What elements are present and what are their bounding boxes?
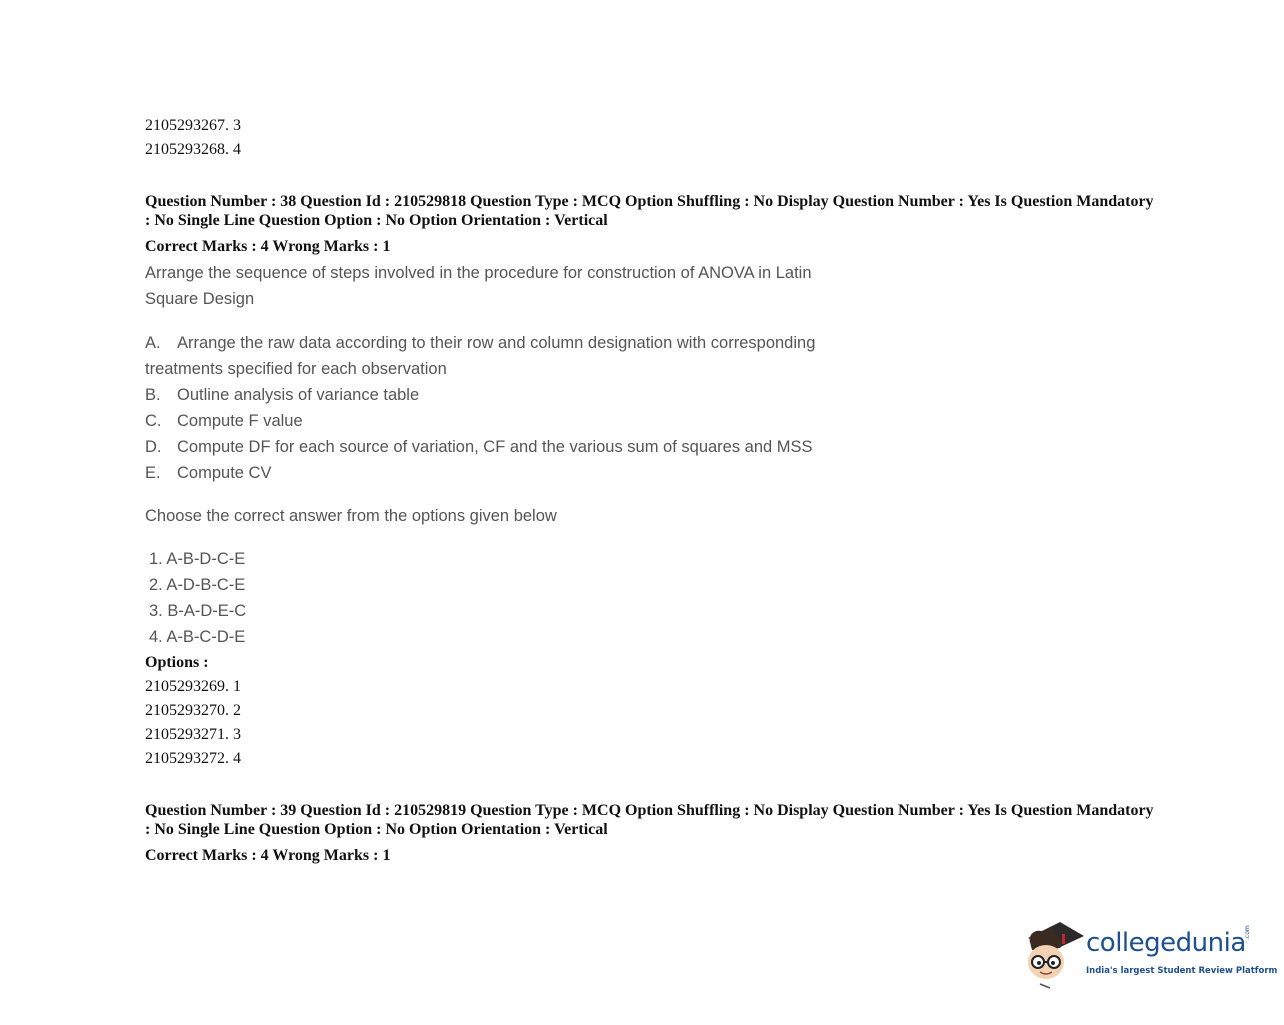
- step-letter: A.: [145, 334, 161, 352]
- step-text: Compute CV: [177, 464, 272, 482]
- question-38-marks: Correct Marks : 4 Wrong Marks : 1: [145, 238, 391, 255]
- step-b: [145, 382, 865, 408]
- step-c: [145, 408, 865, 434]
- step-e: [145, 460, 865, 486]
- logo-tagline: India's largest Student Review Platform: [1086, 966, 1278, 976]
- answer-choice: 1. A-B-D-C-E: [149, 550, 246, 568]
- step-a: [145, 330, 865, 356]
- question-text-line: Square Design: [145, 290, 255, 308]
- option-id-line: 2105293272. 4: [145, 750, 241, 767]
- step-letter: B.: [145, 386, 161, 404]
- logo-suffix: .com: [1244, 925, 1251, 940]
- options-label: Options :: [145, 654, 209, 671]
- question-text-line: Arrange the sequence of steps involved in the procedure for construction of ANOVA in Latin: [145, 264, 812, 282]
- option-id-line: 2105293268. 4: [145, 141, 241, 158]
- question-38-answer-choices: [149, 546, 246, 650]
- logo-wordmark: collegedunia: [1086, 928, 1246, 958]
- option-id-line: 2105293270. 2: [145, 702, 241, 719]
- step-text: Compute F value: [177, 412, 303, 430]
- step-text: Arrange the raw data according to their row and column designation with corresponding: [177, 334, 816, 352]
- step-a-continuation: treatments specified for each observation: [145, 360, 447, 378]
- answer-choice: 2. A-D-B-C-E: [149, 576, 246, 594]
- question-39-marks: Correct Marks : 4 Wrong Marks : 1: [145, 847, 391, 864]
- step-letter: C.: [145, 412, 162, 430]
- question-38-option-ids: [145, 675, 241, 771]
- question-39-header: Question Number : 39 Question Id : 210529819 Question Type : MCQ Option Shuffling : No Display Question Number : Yes Is Question Mandatory : No Single Line Question Option : No Option Orientation : Vertical: [145, 802, 1154, 838]
- option-id-line: 2105293271. 3: [145, 726, 241, 743]
- step-letter: D.: [145, 438, 162, 456]
- option-id-line: 2105293267. 3: [145, 117, 241, 134]
- mascot-icon: [1022, 918, 1084, 990]
- step-text: Compute DF for each source of variation, CF and the various sum of squares and MSS: [177, 438, 813, 456]
- step-letter: E.: [145, 464, 161, 482]
- question-38-instruction: Choose the correct answer from the options given below: [145, 507, 557, 525]
- step-d: [145, 434, 865, 460]
- answer-choice: 3. B-A-D-E-C: [149, 602, 247, 620]
- option-id-line: 2105293269. 1: [145, 678, 241, 695]
- question-38-header: Question Number : 38 Question Id : 210529818 Question Type : MCQ Option Shuffling : No Display Question Number : Yes Is Question Mandatory : No Single Line Question Option : No Option Orientation : Vertical: [145, 193, 1154, 229]
- question-38-steps: [145, 330, 865, 486]
- answer-choice: 4. A-B-C-D-E: [149, 628, 246, 646]
- previous-question-options: [145, 114, 241, 162]
- step-text: Outline analysis of variance table: [177, 386, 420, 404]
- collegedunia-logo: [1022, 918, 1278, 990]
- question-38-text: [145, 260, 865, 312]
